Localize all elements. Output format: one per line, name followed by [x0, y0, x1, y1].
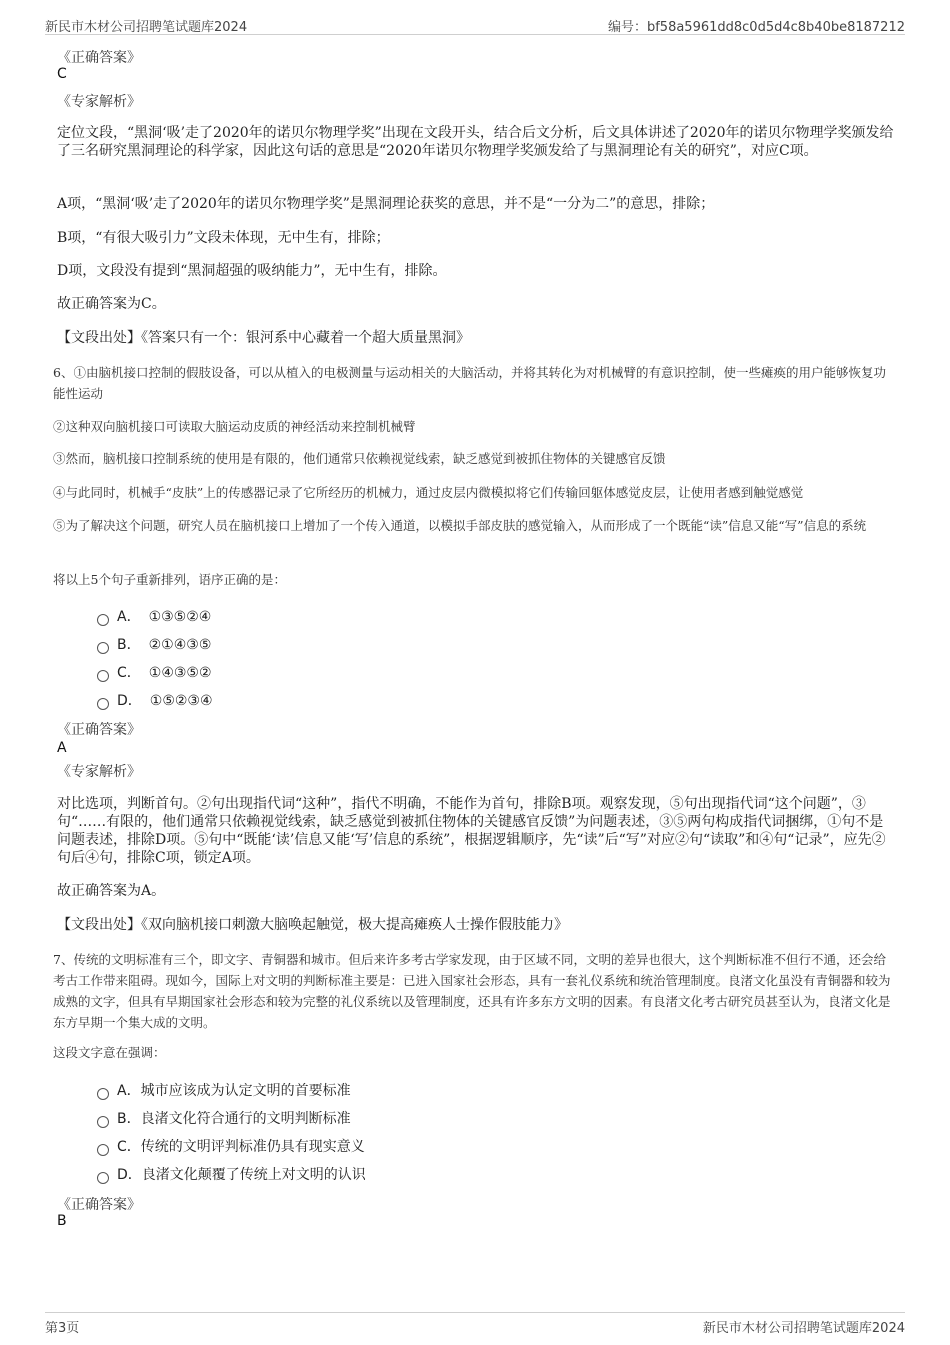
radio-icon[interactable]	[97, 1088, 109, 1100]
radio-icon[interactable]	[97, 1172, 109, 1184]
q7-stem: 7、传统的文明标准有三个，即文字、青铜器和城市。但后来许多考古学家发现，由于区域不同，文明的差异也很大，这个判断标准不但行不通，还会给考古工作带来阻碍。现如今，国际上对文明的判断标准主要是：已进入国家社会形态，具有一套礼仪系统和统治管理制度。良渚文化虽没有青铜器和较为成熟的文字，但具有早期国家社会形态和较为完整的礼仪系统以及管理制度，还具有许多东方文明的因素。有良渚文化考古研究员甚至认为，良渚文化是东方早期一个集大成的文明。	[53, 952, 891, 1030]
option-key: B．	[117, 637, 141, 653]
footer-title: 新民市木材公司招聘笔试题库2024	[702, 1321, 905, 1336]
q6-sentence-3: ③然而，脑机接口控制系统的使用是有限的，他们通常只依赖视觉线索，缺乏感觉到被抓住物体的关键感官反馈	[53, 451, 666, 466]
radio-icon[interactable]	[97, 642, 109, 654]
q5-answer-label: 《正确答案》	[57, 50, 141, 66]
radio-icon[interactable]	[97, 1144, 109, 1156]
q6-option-d[interactable]	[97, 690, 213, 712]
q6-sentence-4: ④与此同时，机械手“皮肤”上的传感器记录了它所经历的机械力，通过皮层内微模拟将它们传输回躯体感觉皮层，让使用者感到触觉感觉	[53, 485, 804, 500]
q7-prompt: 这段文字意在强调：	[53, 1045, 166, 1060]
q5-note-d: D项，文段没有提到“黑洞超强的吸纳能力”，无中生有，排除。	[57, 263, 447, 279]
q7-answer-label: 《正确答案》	[57, 1197, 141, 1213]
footer-page-number: 第3页	[45, 1321, 80, 1336]
q5-answer: C	[57, 66, 67, 82]
q6-prompt: 将以上5个句子重新排列，语序正确的是：	[53, 572, 286, 587]
option-text: ①③⑤②④	[148, 609, 212, 625]
radio-icon[interactable]	[97, 614, 109, 626]
q6-option-c[interactable]	[97, 662, 212, 684]
option-text: 良渚文化符合通行的文明判断标准	[140, 1111, 351, 1127]
q5-note-b: B项，“有很大吸引力”文段未体现，无中生有，排除；	[57, 230, 390, 246]
radio-icon[interactable]	[97, 1116, 109, 1128]
q5-source: 【文段出处】《答案只有一个：银河系中心藏着一个超大质量黑洞》	[57, 330, 470, 346]
option-text: ①④③⑤②	[148, 665, 212, 681]
q7-option-c[interactable]	[97, 1136, 365, 1158]
option-text: ①⑤②③④	[149, 693, 213, 709]
option-text: 传统的文明评判标准仍具有现实意义	[140, 1139, 365, 1155]
q7-option-a[interactable]	[97, 1080, 351, 1102]
option-key: A．	[117, 609, 141, 625]
q7-answer: B	[57, 1213, 67, 1229]
option-text: 城市应该成为认定文明的首要标准	[140, 1083, 351, 1099]
q6-analysis: 对比选项，判断首句。②句出现指代词“这种”，指代不明确，不能作为首句，排除B项。观察发现，⑤句出现指代词“这个问题”，③句“……有限的，他们通常只依赖视觉线索，缺乏感觉到被抓住物体的关键感官反馈”为问题表述，③⑤两句构成指代词捆绑，①句不是问题表述，排除D项。⑤句中“既能‘读’信息又能‘写’信息的系统”，根据逻辑顺序，先“读”后“写”对应②句“读取”和④句“记录”，应先②句后④句，排除C项，锁定A项。	[57, 796, 886, 866]
q5-conclusion: 故正确答案为C。	[57, 296, 166, 312]
page-footer	[45, 1312, 905, 1335]
q6-option-b[interactable]	[97, 634, 211, 656]
option-key: C．	[117, 665, 141, 681]
option-key: D．	[117, 693, 142, 709]
q7-option-b[interactable]	[97, 1108, 351, 1130]
q6-answer: A	[57, 740, 67, 756]
page-header	[45, 12, 905, 35]
q6-source: 【文段出处】《双向脑机接口刺激大脑唤起触觉，极大提高瘫痪人士操作假肢能力》	[57, 917, 568, 933]
q5-analysis: 定位文段，“黑洞‘吸’走了2020年的诺贝尔物理学奖”出现在文段开头，结合后文分析，后文具体讲述了2020年的诺贝尔物理学奖颁发给了三名研究黑洞理论的科学家，因此这句话的意思是“2020年诺贝尔物理学奖颁发给了与黑洞理论有关的研究”，对应C项。	[57, 125, 894, 159]
q6-conclusion: 故正确答案为A。	[57, 883, 166, 899]
option-key: B．	[117, 1111, 141, 1127]
option-text: ②①④③⑤	[148, 637, 212, 653]
option-text: 良渚文化颠覆了传统上对文明的认识	[141, 1167, 366, 1183]
option-key: C．	[117, 1139, 141, 1155]
radio-icon[interactable]	[97, 698, 109, 710]
q5-note-a: A项，“黑洞‘吸’走了2020年的诺贝尔物理学奖”是黑洞理论获奖的意思，并不是“一分为二”的意思，排除；	[57, 196, 715, 212]
q6-sentence-2: ②这种双向脑机接口可读取大脑运动皮质的神经活动来控制机械臂	[53, 419, 416, 434]
q6-sentence-1: 6、①由脑机接口控制的假肢设备，可以从植入的电极测量与运动相关的大脑活动，并将其转化为对机械臂的有意识控制，使一些瘫痪的用户能够恢复功能性运动	[53, 365, 886, 401]
header-code-value: bf58a5961dd8c0d5d4c8b40be8187212	[646, 20, 905, 35]
option-key: D．	[117, 1167, 142, 1183]
q6-analysis-label: 《专家解析》	[57, 764, 141, 780]
q7-option-d[interactable]	[97, 1164, 366, 1186]
q5-analysis-label: 《专家解析》	[57, 94, 141, 110]
q6-answer-label: 《正确答案》	[57, 722, 141, 738]
q6-sentence-5: ⑤为了解决这个问题，研究人员在脑机接口上增加了一个传入通道，以模拟手部皮肤的感觉输入，从而形成了一个既能“读”信息又能“写”信息的系统	[53, 518, 867, 533]
header-code-label: 编号：	[607, 20, 647, 35]
radio-icon[interactable]	[97, 670, 109, 682]
q6-option-a[interactable]	[97, 606, 211, 628]
header-title: 新民市木材公司招聘笔试题库2024	[45, 20, 248, 35]
option-key: A．	[117, 1083, 141, 1099]
header-code	[608, 16, 905, 35]
